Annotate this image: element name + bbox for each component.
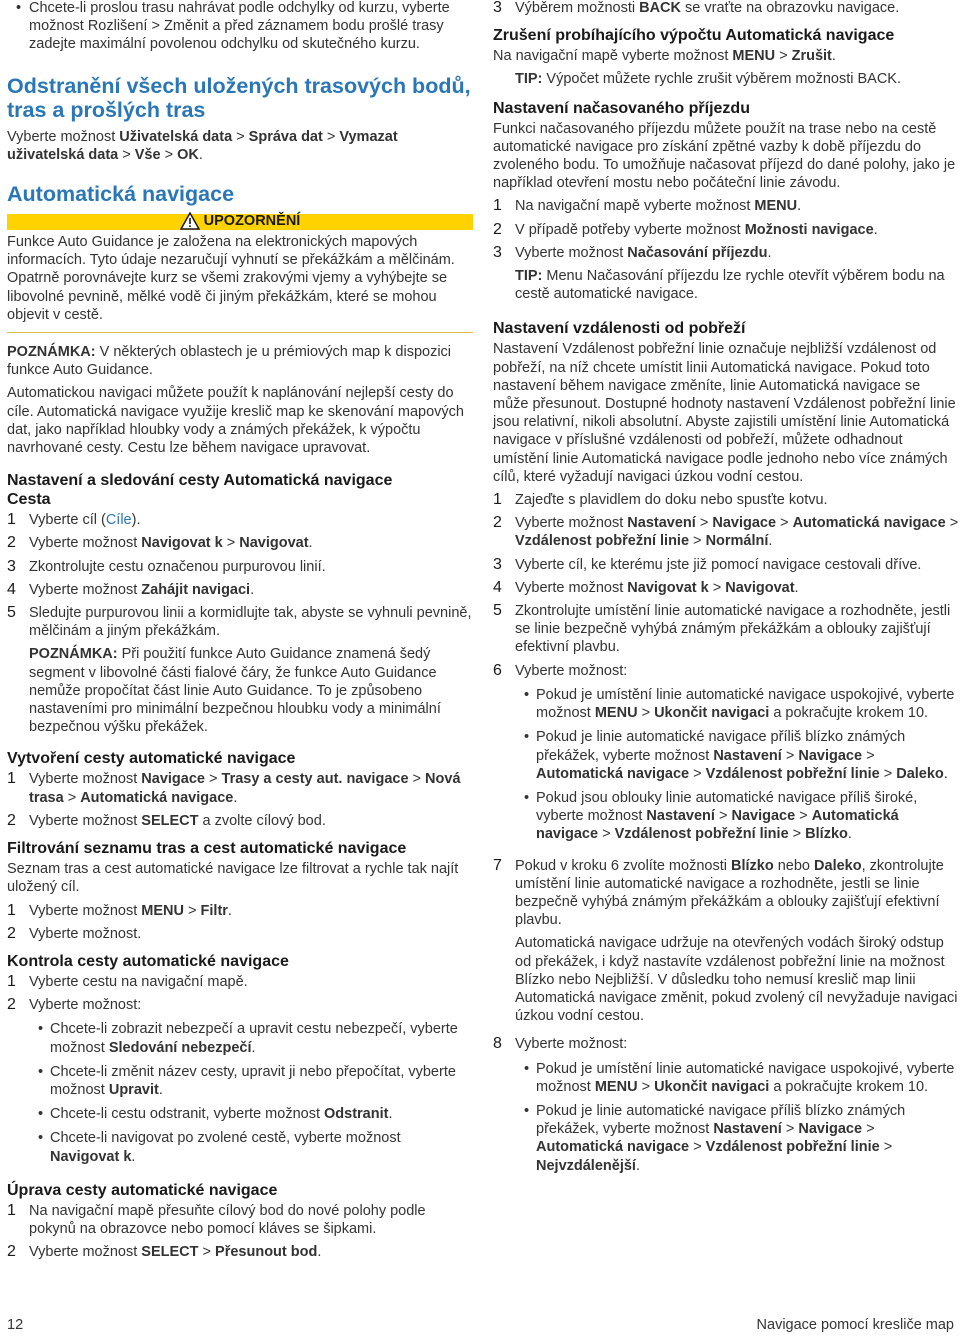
title-part: Cesta: [7, 491, 51, 509]
text-span: Vyberte možnost: [515, 579, 628, 596]
ui-option: Načasování příjezdu: [627, 244, 768, 261]
text-span: Pokud je linie automatické navigace příliš blízko známých překážek, vyberte možnost: [536, 729, 906, 764]
separator: >: [695, 515, 713, 532]
separator: >: [788, 826, 806, 843]
ui-option: Vzdálenost pobřežní linie: [614, 826, 789, 843]
step: [493, 514, 959, 550]
text-span: Chcete-li cestu odstranit, vyberte možnost: [50, 1106, 325, 1123]
ui-option: MENU: [141, 902, 184, 919]
text-span: .: [198, 146, 203, 163]
step-number: 1: [493, 197, 502, 215]
text-span: .: [250, 581, 255, 598]
odstraneni-paragraph: [7, 128, 473, 164]
separator: >: [184, 902, 201, 919]
step: [493, 857, 959, 1031]
step-text: [515, 662, 959, 852]
step: [7, 511, 473, 529]
ui-option: Vše: [134, 146, 161, 163]
step: [493, 0, 959, 17]
subsection-title-uprava: Úprava cesty automatické navigace: [7, 1181, 278, 1199]
ui-option: SELECT: [141, 812, 199, 829]
text-span: a pokračujte krokem 10.: [769, 705, 929, 722]
step-number: 3: [493, 0, 502, 16]
ui-option: Nastavení: [627, 515, 696, 532]
ui-option: Sledování nebezpečí: [108, 1039, 252, 1056]
ui-option: Navigace: [798, 747, 863, 764]
subsection-title-zruseni: Zrušení probíhajícího výpočtu Automatická navigace: [493, 27, 895, 45]
list-item: [29, 1129, 473, 1165]
bullet-glyph: •: [524, 729, 530, 746]
text-span: Vyberte možnost: [29, 535, 142, 552]
text-span: .: [943, 765, 948, 782]
text-span: .: [797, 198, 802, 215]
step: [493, 244, 959, 309]
text-span: .: [227, 902, 232, 919]
ui-option: Filtr: [200, 902, 228, 919]
text-span: Vyberte cíl (: [29, 512, 106, 529]
auto-guidance-paragraph: Automatickou navigaci můžete použít k naplánování nejlepší cesty do cíle. Automatická navigace využije kreslič map ke skenování mapových dat, jako například hloubky vody a známých překážek, k výpočtu navrhované cesty. Cestu lze během navigace upravovat.: [7, 385, 464, 457]
step-text: [29, 511, 473, 529]
text-span: .: [251, 1039, 256, 1056]
ui-option: Daleko: [896, 765, 944, 782]
bullet-glyph: •: [38, 1063, 44, 1080]
bullet-glyph: •: [524, 686, 530, 703]
text-span: nebo: [773, 857, 815, 874]
warning-title: [7, 210, 473, 232]
separator: >: [637, 705, 655, 722]
text-span: Vyberte možnost: [29, 812, 142, 829]
separator: >: [776, 515, 793, 532]
step-number: 1: [7, 972, 16, 990]
ui-option: Blízko: [731, 857, 774, 874]
ui-option: Trasy a cesty aut. navigace: [221, 771, 409, 788]
subsection-title-kontrola: Kontrola cesty automatické navigace: [7, 952, 289, 970]
step-number: 2: [7, 996, 16, 1014]
step-number: 1: [7, 770, 16, 788]
ui-option: Navigace: [798, 1121, 863, 1138]
tip-label: TIP:: [515, 268, 543, 285]
text-span: Vyberte možnost: [29, 581, 142, 598]
step-number: 3: [493, 243, 502, 261]
ui-option: Normální: [705, 533, 769, 550]
subsection-title-sledovani: [7, 471, 473, 509]
step-number: 2: [7, 924, 16, 942]
ui-option: Navigace: [731, 808, 796, 825]
separator: >: [160, 146, 178, 163]
list-item: [29, 1105, 473, 1123]
step: [7, 604, 473, 741]
ui-option: Vzdálenost pobřežní linie: [515, 533, 690, 550]
subsection-title-vytvoreni: Vytvoření cesty automatické navigace: [7, 750, 296, 768]
subsection-title-vzdalenost: Nastavení vzdálenosti od pobřeží: [493, 320, 746, 338]
step-number: 2: [493, 514, 502, 532]
bullet-glyph: •: [38, 1106, 44, 1123]
separator: >: [63, 789, 81, 806]
text-span: .: [317, 1244, 322, 1261]
step: [493, 662, 959, 852]
title-part: Nastavení a sledování cesty: [7, 472, 224, 490]
title-part: Automatická navigace: [223, 472, 393, 490]
ui-option: Navigovat k: [627, 579, 709, 596]
ui-option: Navigovat: [239, 535, 309, 552]
step-number: 4: [493, 578, 502, 596]
ui-option: BACK: [639, 0, 681, 16]
tip-paragraph: [515, 267, 959, 303]
text-span: Vyberte možnost: [29, 902, 142, 919]
warning-text: Funkce Auto Guidance je založena na elektronických mapových informacích. Tyto údaje nezaručují vyhnutí se překážkám a mělčinám. Opatrně porovnávejte kurz se všemi zrakovými vjemy a vyhýbejte se libovolné pevnině, mělké vodě či jiným překážkám, které se mohou objevit v cestě.: [7, 234, 455, 323]
text-span: .: [831, 48, 836, 65]
step-text: [515, 244, 959, 309]
step-number: 6: [493, 661, 502, 679]
step-text: Vyberte cíl, ke kterému jste již pomocí navigace cestovali dříve.: [515, 556, 922, 573]
ui-option: Odstranit: [324, 1106, 389, 1123]
text-span: Vyberte možnost:: [515, 662, 628, 679]
bullet-glyph: •: [38, 1021, 44, 1038]
separator: >: [232, 128, 249, 145]
separator: >: [945, 515, 959, 532]
step: [493, 221, 959, 239]
cile-link[interactable]: Cíle: [105, 512, 132, 529]
separator: >: [879, 1139, 893, 1156]
text-span: Pokud je umístění linie automatické navigace uspokojivé, vyberte možnost: [536, 1060, 955, 1095]
ui-option: Ukončit navigaci: [654, 705, 770, 722]
text-span: Vyberte možnost: [515, 515, 628, 532]
ui-option: Přesunout bod: [215, 1244, 318, 1261]
step-number: 3: [493, 555, 502, 573]
step-text: Zajeďte s plavidlem do doku nebo spusťte kotvu.: [515, 492, 828, 509]
text-span: Chcete-li změnit název cesty, upravit ji nebo přepočítat, vyberte možnost: [50, 1063, 456, 1098]
ui-option: Uživatelská data: [119, 128, 233, 145]
separator: >: [689, 765, 706, 782]
bullet-glyph: •: [38, 1130, 44, 1147]
step-text: [515, 0, 959, 17]
ui-option: Navigovat: [725, 579, 795, 596]
step-text: Zkontrolujte cestu označenou purpurovou linií.: [29, 558, 326, 575]
left-column: [7, 0, 473, 1266]
separator: >: [204, 771, 222, 788]
text-span: Vyberte možnost: [29, 1244, 142, 1261]
list-item: [515, 686, 959, 722]
step-text: [29, 534, 473, 552]
ui-option: Vzdálenost pobřežní linie: [705, 1139, 880, 1156]
step: [7, 812, 473, 830]
ui-option: OK: [177, 146, 199, 163]
step-text: Na navigační mapě přesuňte cílový bod do nové polohy podle pokynů na obrazovce nebo pomocí kláves se šipkami.: [29, 1202, 426, 1237]
separator: >: [708, 579, 726, 596]
option-list: [515, 686, 959, 844]
separator: >: [781, 747, 799, 764]
text-span: Vyberte možnost: [515, 244, 628, 261]
step-text: [515, 197, 959, 215]
separator: >: [879, 765, 897, 782]
list-item: [29, 1020, 473, 1056]
separator: >: [637, 1078, 655, 1095]
ui-option: Upravit: [108, 1081, 159, 1098]
separator: >: [775, 48, 792, 65]
step-number: 2: [493, 220, 502, 238]
ui-option: Nastavení: [713, 1121, 782, 1138]
ui-option: MENU: [594, 705, 638, 722]
list-item: [515, 789, 959, 844]
ui-option: Nastavení: [646, 808, 715, 825]
step-text: [515, 1035, 959, 1182]
text-span: .: [767, 244, 772, 261]
step: [7, 581, 473, 599]
step-number: 5: [7, 604, 16, 622]
text-span: .: [768, 533, 773, 550]
section-title-odstraneni: Odstranění všech uložených trasových bodů, tras a prošlých tras: [7, 73, 471, 122]
ui-option: MENU: [754, 198, 798, 215]
ui-option: Vymazat uživatelská data: [7, 128, 398, 163]
step: [7, 925, 473, 943]
step-text: Vyberte cestu na navigační mapě.: [29, 973, 248, 990]
text-span: Výběrem možnosti: [515, 0, 640, 16]
warning-header: [7, 208, 473, 230]
step-number: 2: [7, 811, 16, 829]
text-span: Vyberte možnost: [29, 771, 142, 788]
separator: >: [118, 146, 135, 163]
nacasovany-paragraph: Funkci načasovaného příjezdu můžete použít na trase nebo na cestě automatické navigace pro získání zpětné vazby k době příjezdu do zvoleného bodu. To umožňuje načasovat příjezd do dané polohy, jako je například otevření mostu nebo počáteční linie závodu.: [493, 120, 956, 192]
step: [493, 1035, 959, 1182]
text-span: Pokud jsou oblouky linie automatické navigace příliš široké, vyberte možnost: [536, 789, 918, 825]
ui-option: Zahájit navigaci: [141, 581, 251, 598]
step: [493, 491, 959, 509]
separator: >: [689, 1139, 706, 1156]
step-text: [29, 902, 473, 920]
bullet-glyph: •: [16, 0, 22, 16]
ui-option: Daleko: [814, 857, 862, 874]
warning-divider: [7, 332, 473, 333]
ui-option: Navigace: [712, 515, 777, 532]
step-text: [29, 812, 473, 830]
text-span: se vraťte na obrazovku navigace.: [681, 0, 900, 16]
step-text: [29, 604, 473, 741]
option-list: [29, 1020, 473, 1165]
step-text: Vyberte možnost.: [29, 925, 142, 942]
text-span: Vyberte možnost:: [29, 997, 142, 1014]
text-span: .: [233, 789, 238, 806]
tip-text: Výpočet můžete rychle zrušit výběrem možnosti BACK.: [542, 71, 901, 88]
ui-option: Automatická navigace: [80, 789, 234, 806]
ui-option: Možnosti navigace: [744, 221, 874, 238]
ui-option: Automatická navigace: [536, 808, 899, 843]
bullet-glyph: •: [524, 1060, 530, 1077]
right-column: [493, 0, 959, 1188]
step: [7, 1243, 473, 1261]
ui-option: Nastavení: [713, 747, 782, 764]
warning-triangle-icon: [180, 212, 200, 230]
separator: >: [222, 535, 240, 552]
text-span: .: [131, 1148, 136, 1165]
step: [493, 602, 959, 657]
note-label: POZNÁMKA:: [29, 646, 118, 663]
section-title-automaticka: Automatická navigace: [7, 182, 235, 207]
bullet-glyph: •: [524, 1102, 530, 1119]
note-text: V některých oblastech je u prémiových map k dispozici funkce Auto Guidance.: [7, 344, 452, 379]
text-span: .: [308, 535, 313, 552]
step: [493, 556, 959, 574]
step-number: 1: [7, 511, 16, 529]
step-number: 5: [493, 602, 502, 620]
list-item: [515, 1060, 959, 1096]
tip-label: TIP:: [515, 71, 543, 88]
note-label: POZNÁMKA:: [7, 344, 96, 361]
ui-option: Nejvzdálenější: [536, 1157, 636, 1174]
text-span: .: [388, 1106, 393, 1123]
intro-bullet-text: Chcete-li proslou trasu nahrávat podle odchylky od kurzu, vyberte možnost Rozlišení > Změnit a před záznamem bodu prošlé trasy zadejte maximální povolenou odchylku od skutečného kurzu.: [29, 0, 450, 53]
page-number: 12: [7, 1317, 24, 1333]
ui-option: MENU: [732, 48, 776, 65]
text-span: , zkontrolujte umístění linie automatické navigace a rozhodněte, jestli se linie bezpečně vyhýbá známým překážkám a oblouky zajišťují efektivní plavbu.: [515, 857, 944, 929]
step-paragraph: Sledujte purpurovou linii a kormidlujte tak, abyste se vyhnuli pevnině, mělčinám a jiným překážkám.: [29, 605, 472, 640]
ui-option: Blízko: [805, 826, 848, 843]
bullet-glyph: •: [524, 789, 530, 806]
ui-option: Automatická navigace: [536, 1139, 690, 1156]
tip-text: Menu Načasování příjezdu lze rychle otevřít výběrem bodu na cestě automatické navigace.: [515, 268, 945, 303]
note-paragraph: [7, 343, 473, 379]
step-paragraph: Automatická navigace udržuje na otevřených vodách široký odstup od překážek, i když nastavíte vzdálenost pobřežní linie na možnost Blízko nebo Nejbližší. V důsledku toho nemusí kreslič map linii Automatická navigace změnit, pokud zvolený cíl nevyžaduje navigaci úzkou vodní cestou.: [515, 935, 958, 1025]
list-item: [515, 728, 959, 783]
text-span: Na navigační mapě vyberte možnost: [493, 48, 733, 65]
step: [7, 534, 473, 552]
text-span: .: [635, 1157, 640, 1174]
step: [7, 973, 473, 991]
subsection-title-nacasovany: Nastavení načasovaného příjezdu: [493, 99, 750, 117]
text-span: Pokud je linie automatické navigace příliš blízko známých překážek, vyberte možnost: [536, 1102, 906, 1138]
step: [7, 996, 473, 1174]
ui-option: Nová trasa: [29, 771, 461, 806]
step-number: 1: [7, 1201, 16, 1219]
separator: >: [795, 808, 812, 825]
step: [493, 579, 959, 597]
filtrovani-paragraph: Seznam tras a cest automatické navigace lze filtrovat a rychle tak najít uložený cíl.: [7, 861, 459, 896]
ui-option: Navigace: [141, 771, 205, 788]
intro-bullet-list: [7, 0, 473, 54]
text-span: V případě potřeby vyberte možnost: [515, 221, 745, 238]
step: [7, 1202, 473, 1238]
step-number: 2: [7, 534, 16, 552]
footer-title: Navigace pomocí kresliče map: [756, 1317, 954, 1333]
ui-option: Vzdálenost pobřežní linie: [705, 765, 880, 782]
separator: >: [781, 1121, 799, 1138]
separator: >: [862, 1121, 875, 1138]
separator: >: [689, 533, 706, 550]
text-span: Vyberte možnost:: [515, 1036, 628, 1053]
list-item: [7, 0, 473, 54]
note-paragraph: [29, 645, 473, 736]
step: [7, 902, 473, 920]
separator: >: [198, 1244, 216, 1261]
option-list: [515, 1060, 959, 1175]
tip-paragraph: [493, 70, 959, 88]
subsection-title-filtrovani: Filtrování seznamu tras a cest automatické navigace: [7, 840, 407, 858]
step-number: 3: [7, 557, 16, 575]
ui-option: MENU: [594, 1078, 638, 1095]
step-number: 8: [493, 1035, 502, 1053]
list-item: [29, 1063, 473, 1099]
separator: >: [322, 128, 340, 145]
text-span: .: [794, 579, 799, 596]
step-text: [29, 581, 473, 599]
ui-option: Správa dat: [248, 128, 323, 145]
step: [493, 197, 959, 215]
step-number: 1: [493, 491, 502, 509]
text-span: .: [158, 1081, 163, 1098]
separator: >: [862, 747, 875, 764]
step-number: 1: [7, 901, 16, 919]
note-text: Při použití funkce Auto Guidance znamená šedý segment v libovolné části fialové čáry, že funkce Auto Guidance nemůže propočítat část linie Auto Guidance. To je způsobeno nastaveními pro minimální bezpečnou hloubku vody a minimální bezpečnou výšku překážek.: [29, 646, 441, 736]
ui-option: Automatická navigace: [536, 765, 690, 782]
step: [7, 558, 473, 576]
separator: >: [714, 808, 732, 825]
text-span: Na navigační mapě vyberte možnost: [515, 198, 755, 215]
text-span: Vyberte možnost: [7, 128, 120, 145]
text-span: .: [873, 221, 878, 238]
step-text: [29, 996, 473, 1174]
ui-option: SELECT: [141, 1244, 199, 1261]
text-span: a zvolte cílový bod.: [198, 812, 326, 829]
text-span: Chcete-li navigovat po zvolené cestě, vyberte možnost: [50, 1130, 401, 1147]
ui-option: Navigovat k: [141, 535, 223, 552]
step-number: 4: [7, 580, 16, 598]
separator: >: [598, 826, 615, 843]
text-span: Pokud je umístění linie automatické navigace uspokojivé, vyberte možnost: [536, 686, 955, 722]
step-number: 7: [493, 856, 502, 874]
step-text: Zkontrolujte umístění linie automatické navigace a rozhodněte, jestli se linie bezpečně vyhýbá známým překážkám a oblouky zajišťují efektivní plavbu.: [515, 603, 951, 656]
step-text: [515, 514, 959, 550]
text-span: Chcete-li zobrazit nebezpečí a upravit cestu nebezpečí, vyberte možnost: [50, 1021, 458, 1056]
ui-option: Navigovat k: [50, 1148, 132, 1165]
text-span: Pokud v kroku 6 zvolíte možnosti: [515, 857, 731, 874]
step: [7, 770, 473, 806]
step-text: [515, 579, 959, 597]
list-item: [515, 1102, 959, 1175]
ui-option: Zrušit: [791, 48, 832, 65]
text-span: ).: [131, 512, 141, 529]
separator: >: [408, 771, 426, 788]
step-text: [29, 1243, 473, 1261]
text-span: a pokračujte krokem 10.: [769, 1078, 929, 1095]
step-text: [515, 221, 959, 239]
vzdalenost-paragraph: Nastavení Vzdálenost pobřežní linie označuje nejbližší vzdálenost od pobřeží, na níž chcete umístit linii Automatická navigace. Pokud toto nastavení během navigace změníte, linie Automatická navigace se může přesunout. Dostupné hodnoty nastavení Vzdálenost pobřežní linie jsou relativní, nikoli absolutní. Abyste zajistili umístění linie Automatická navigace v příslušné vzdálenosti od pobřeží, můžete odhadnout umístění linie Automatická navigace podle jednoho nebo více známých cílů, které vyžadují navigaci úzkou vodní cestou.: [493, 341, 956, 485]
zruseni-paragraph: [493, 47, 959, 65]
text-span: .: [847, 826, 852, 843]
step-text: [29, 770, 473, 806]
step-text: [515, 857, 959, 1031]
ui-option: Ukončit navigaci: [654, 1078, 770, 1095]
step-number: 2: [7, 1243, 16, 1261]
ui-option: Automatická navigace: [792, 515, 946, 532]
warning-label: UPOZORNĚNÍ: [203, 213, 301, 230]
